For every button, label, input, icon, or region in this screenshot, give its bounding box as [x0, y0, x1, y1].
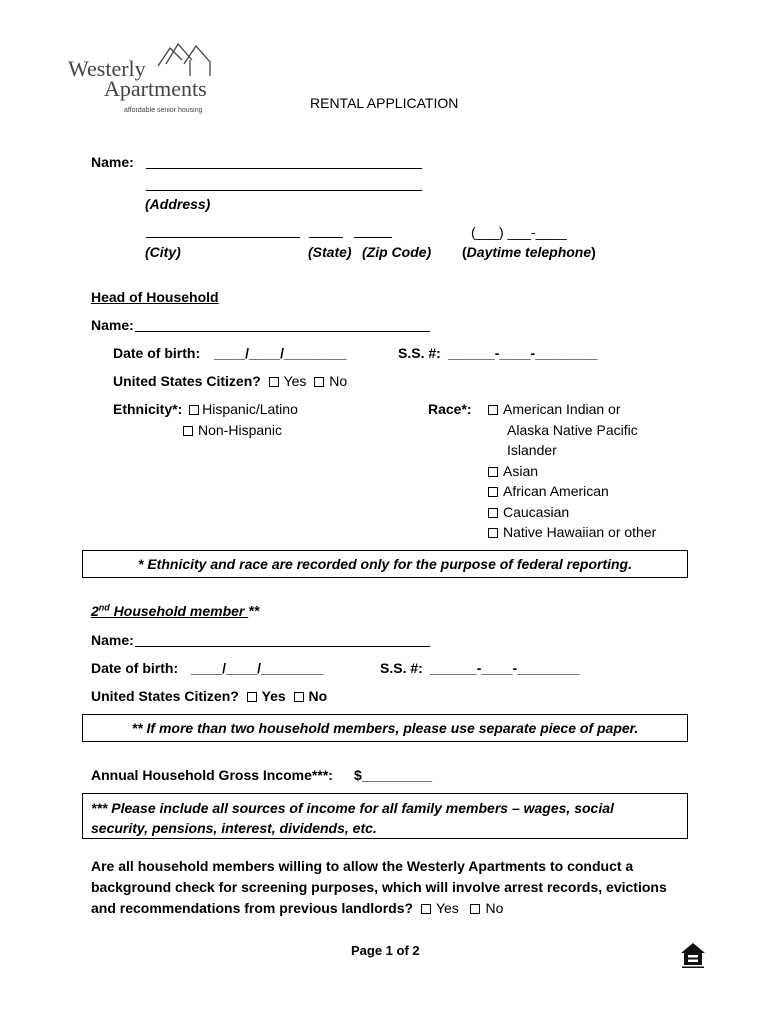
race-option-7: Native Hawaiian or other	[503, 524, 657, 540]
race-label: Race*:	[428, 401, 472, 417]
second-heading-stars: **	[248, 602, 260, 619]
zip-field[interactable]	[354, 224, 392, 238]
race-option-5: African American	[503, 483, 609, 499]
race-asian-checkbox[interactable]	[488, 467, 498, 477]
second-citizen-yes-label: Yes	[261, 688, 286, 704]
second-heading-num: 2	[91, 602, 99, 619]
head-citizen-label: United States Citizen?	[113, 373, 261, 389]
race-native-hawaiian-row	[488, 524, 656, 540]
ethnicity-nonhispanic-row	[183, 422, 282, 438]
second-citizen-yes-checkbox[interactable]	[247, 692, 257, 702]
phone-label-text: Daytime telephone	[466, 244, 592, 260]
second-name-field[interactable]	[135, 633, 430, 647]
second-dob-label: Date of birth:	[91, 660, 179, 676]
head-citizen-yes-checkbox[interactable]	[269, 377, 279, 387]
race-caucasian-row	[488, 504, 569, 520]
equal-housing-opportunity-icon	[678, 940, 708, 975]
race-option-3: Islander	[507, 442, 557, 458]
head-name-field[interactable]	[135, 318, 430, 332]
westerly-logo	[66, 38, 236, 123]
page-title: RENTAL APPLICATION	[310, 95, 459, 111]
house-rooftops-logo-icon	[66, 38, 236, 118]
members-note-box	[82, 714, 688, 742]
second-citizen-label: United States Citizen?	[91, 688, 239, 704]
race-caucasian-checkbox[interactable]	[488, 508, 498, 518]
head-ss-field[interactable]: ______-____-________	[448, 345, 598, 361]
logo-tagline: affordable senior housing	[124, 107, 203, 114]
address-label: (Address)	[145, 196, 211, 212]
second-heading-text: Household member	[109, 602, 249, 619]
applicant-name-label: Name:	[91, 154, 134, 170]
race-option-1: American Indian or	[503, 401, 621, 417]
head-dob-field[interactable]: ____/____/________	[214, 345, 347, 361]
head-dob-label: Date of birth:	[113, 345, 201, 361]
second-dob-field[interactable]: ____/____/________	[191, 660, 324, 676]
applicant-address-field[interactable]	[146, 177, 422, 191]
race-african-american-row	[488, 483, 609, 499]
head-of-household-heading: Head of Household	[91, 289, 219, 305]
background-yes-label: Yes	[435, 900, 459, 916]
income-label: Annual Household Gross Income***:	[91, 767, 333, 783]
head-citizen-yes-label: Yes	[283, 373, 307, 389]
second-heading-sup: nd	[98, 602, 110, 612]
phone-label-close: )	[591, 244, 596, 260]
race-american-indian-row	[488, 401, 621, 417]
head-citizen-no-label: No	[329, 373, 348, 389]
background-line3: and recommendations from previous landlords?	[91, 900, 414, 916]
race-option-2: Alaska Native Pacific	[507, 422, 638, 438]
ethnicity-note: * Ethnicity and race are recorded only for the purpose of federal reporting.	[138, 556, 632, 572]
ethnicity-label: Ethnicity*:	[113, 401, 183, 417]
background-yes-checkbox[interactable]	[421, 904, 431, 914]
phone-label	[462, 244, 596, 260]
race-american-indian-checkbox[interactable]	[488, 405, 498, 415]
city-field[interactable]	[146, 224, 300, 238]
second-citizen-no-checkbox[interactable]	[294, 692, 304, 702]
second-member-heading	[91, 602, 259, 619]
background-no-label: No	[485, 900, 504, 916]
state-label: (State)	[308, 244, 352, 260]
race-asian-row	[488, 463, 538, 479]
race-african-american-checkbox[interactable]	[488, 487, 498, 497]
second-citizen-no-label: No	[308, 688, 328, 704]
logo-line2: Apartments	[104, 76, 207, 101]
background-line3-row	[91, 900, 503, 916]
ethnicity-hispanic-checkbox[interactable]	[189, 405, 199, 415]
head-citizen-no-checkbox[interactable]	[314, 377, 324, 387]
income-note-line2: security, pensions, interest, dividends, etc.	[91, 820, 377, 836]
phone-field[interactable]: (___) ___-____	[471, 224, 567, 240]
logo-line1: Westerly	[68, 56, 146, 81]
race-native-hawaiian-checkbox[interactable]	[488, 528, 498, 538]
race-option-4: Asian	[503, 463, 539, 479]
head-ss-label: S.S. #:	[398, 345, 441, 361]
background-line2: background check for screening purposes, which will involve arrest records, evictions	[91, 879, 667, 895]
ethnicity-nonhispanic-label: Non-Hispanic	[198, 422, 283, 438]
city-label: (City)	[145, 244, 181, 260]
second-ss-field[interactable]: ______-____-________	[430, 660, 580, 676]
members-note: ** If more than two household members, please use separate piece of paper.	[131, 720, 639, 736]
ethnicity-row	[113, 401, 298, 417]
income-field[interactable]: $_________	[354, 767, 432, 783]
background-line1: Are all household members willing to allow the Westerly Apartments to conduct a	[91, 858, 634, 874]
head-citizen-row	[113, 373, 347, 389]
applicant-name-field[interactable]	[146, 155, 422, 169]
ethnicity-note-box	[82, 550, 688, 578]
race-option-6: Caucasian	[503, 504, 570, 520]
background-no-checkbox[interactable]	[470, 904, 480, 914]
second-name-label: Name:	[91, 632, 134, 648]
phone-label-open: (	[462, 244, 467, 260]
income-note-box	[82, 793, 688, 839]
second-ss-label: S.S. #:	[380, 660, 423, 676]
state-field[interactable]	[309, 224, 343, 238]
page-number: Page 1 of 2	[351, 943, 420, 958]
income-note-line1: *** Please include all sources of income for all family members – wages, social	[91, 800, 614, 816]
ethnicity-nonhispanic-checkbox[interactable]	[183, 426, 193, 436]
ethnicity-hispanic-label: Hispanic/Latino	[202, 401, 298, 417]
second-citizen-row	[91, 688, 327, 704]
zip-label: (Zip Code)	[362, 244, 432, 260]
head-name-label: Name:	[91, 317, 134, 333]
